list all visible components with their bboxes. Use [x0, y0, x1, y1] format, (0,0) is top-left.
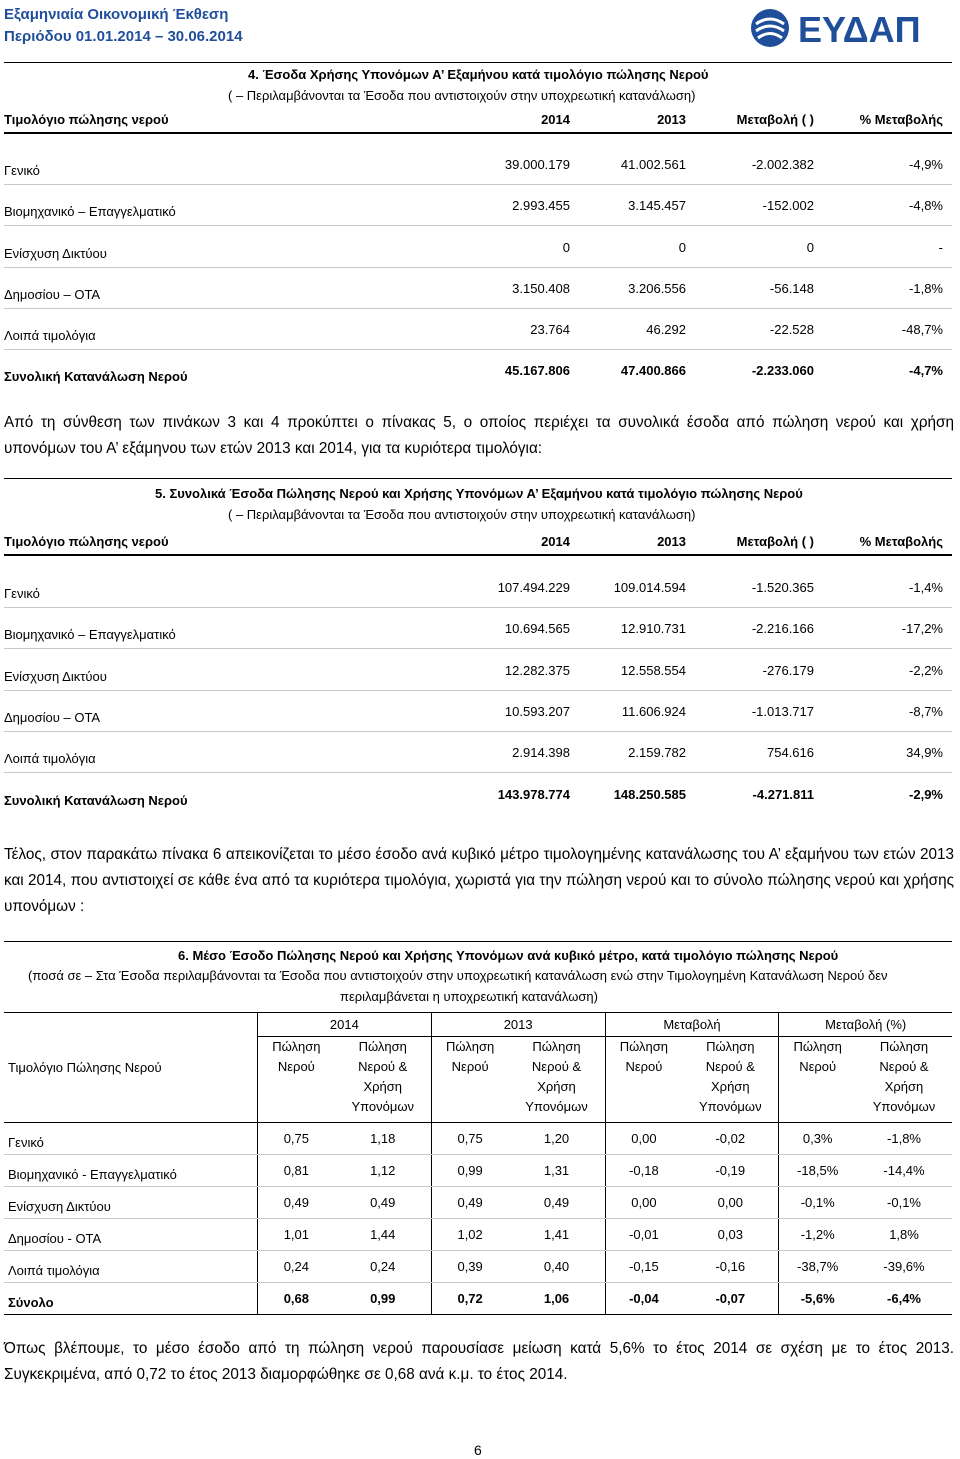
table5-total-cell: 148.250.585: [613, 787, 686, 802]
table6-cell: -0,18: [605, 1155, 682, 1187]
table5-header-tariff: Τιμολόγιο πώλησης νερού: [4, 534, 169, 549]
table6-row: [4, 1187, 952, 1219]
table6-cell: 1,41: [508, 1219, 605, 1251]
table4-cell: Ενίσχυση Δικτύου: [4, 245, 107, 261]
table5-total-cell: -2,9%: [909, 787, 943, 802]
table6-cell: -0,15: [605, 1251, 682, 1283]
table6-cell: -0,16: [682, 1251, 779, 1283]
table4-title: 4. Έσοδα Χρήσης Υπονόμων Α’ Εξαμήνου κατά τιμολόγιο πώλησης Νερού: [248, 67, 709, 82]
table6-row-label: Βιομηχανικό - Επαγγελματικό: [4, 1155, 258, 1187]
table4-total-cell: -2.233.060: [751, 363, 814, 378]
table5-cell: -17,2%: [901, 621, 943, 637]
table5-cell: 12.910.731: [620, 621, 686, 637]
table6: [4, 1012, 952, 1315]
table5-title: 5. Συνολικά Έσοδα Πώλησης Νερού και Χρήσης Υπονόμων Α’ Εξαμήνου κατά τιμολόγιο πώλησης Νερού: [155, 486, 803, 501]
table4-header-change: Μεταβολή ( ): [736, 112, 814, 127]
table5-row-divider: [4, 772, 952, 773]
table5-cell: Γενικό: [4, 586, 40, 601]
table6-cell: -14,4%: [856, 1155, 952, 1187]
table6-sub-water-pct: Πώληση Νερού: [779, 1037, 856, 1123]
table6-sub-water-2013: Πώληση Νερού: [431, 1037, 508, 1123]
table4-cell: -4,9%: [909, 157, 943, 172]
table4-cell: -56.148: [769, 280, 814, 296]
table6-cell: 0,24: [335, 1251, 432, 1283]
table6-cell: 0,40: [508, 1251, 605, 1283]
table6-cell: 1,02: [431, 1219, 508, 1251]
table5-header-rule: [4, 554, 952, 556]
table5-total-cell: Συνολική Κατανάλωση Νερού: [4, 793, 188, 808]
table6-cell: 1,01: [258, 1219, 335, 1251]
table6-cell: 0,24: [258, 1251, 335, 1283]
table4-cell: 46.292: [646, 322, 686, 338]
table6-row-label: Ενίσχυση Δικτύου: [4, 1187, 258, 1219]
table5-cell: 11.606.924: [621, 703, 686, 719]
table6-group-change-pct: Μεταβολή (%): [779, 1013, 952, 1037]
table4-row-divider: [4, 308, 952, 309]
table5-cell: -2,2%: [909, 662, 943, 678]
table4-header-2013: 2013: [657, 112, 686, 127]
table4-cell: Γενικό: [4, 163, 40, 178]
table5-row-divider: [4, 648, 952, 649]
table4-cell: 23.764: [530, 322, 570, 338]
table5-cell: -2.216.166: [751, 621, 814, 637]
table4-header-tariff: Τιμολόγιο πώλησης νερού: [4, 112, 169, 127]
table6-cell: 1,8%: [856, 1219, 952, 1251]
table5-header-2013: 2013: [657, 534, 686, 549]
table6-row: [4, 1251, 952, 1283]
table4-cell: 39.000.179: [504, 157, 570, 172]
table6-cell: -0,04: [605, 1283, 682, 1315]
eydap-logo-icon: [748, 4, 948, 52]
table6-title: 6. Μέσο Έσοδο Πώλησης Νερού και Χρήσης Υπονόμων ανά κυβικό μέτρο, κατά τιμολόγιο πώλησης Νερού: [178, 948, 839, 963]
table4-total-cell: -4,7%: [909, 363, 943, 378]
table6-cell: 0,72: [431, 1283, 508, 1315]
table5-cell: -1.013.717: [751, 703, 814, 719]
table4-cell: 41.002.561: [620, 157, 686, 172]
section-divider-2: [4, 941, 952, 942]
table4-cell: 0: [806, 239, 814, 255]
section-divider-1: [4, 478, 952, 479]
table4-cell: 3.145.457: [628, 198, 686, 214]
table4-cell: Λοιπά τιμολόγια: [4, 328, 96, 344]
table5-cell: Λοιπά τιμολόγια: [4, 751, 96, 767]
table6-cell: 0,00: [605, 1123, 682, 1155]
table5-cell: Βιομηχανικό – Επαγγελματικό: [4, 627, 176, 643]
table5-cell: 34,9%: [906, 745, 943, 761]
table6-cell: 0,03: [682, 1219, 779, 1251]
table6-total-row: [4, 1283, 952, 1315]
table4-cell: -152.002: [762, 198, 814, 214]
table5-total-cell: 143.978.774: [497, 787, 570, 802]
table5-cell: 109.014.594: [613, 580, 686, 595]
table6-cell: 0,3%: [779, 1123, 856, 1155]
table6-row-header: Τιμολόγιο Πώλησης Νερού: [4, 1013, 258, 1123]
report-title: Εξαμηνιαία Οικονομική Έκθεση: [4, 6, 229, 23]
table6-cell: 0,39: [431, 1251, 508, 1283]
table6-cell: 1,18: [335, 1123, 432, 1155]
table4-subtitle: ( – Περιλαμβάνονται τα Έσοδα που αντιστοιχούν στην υποχρεωτική κατανάλωση): [228, 88, 696, 103]
table4-cell: -22.528: [769, 322, 814, 338]
table4-cell: -4,8%: [909, 198, 943, 214]
header-divider: [4, 62, 952, 63]
table5-header-2014: 2014: [541, 534, 570, 549]
table4-cell: -1,8%: [909, 280, 943, 296]
table4-cell: 3.150.408: [512, 280, 570, 296]
table6-cell: -0,1%: [856, 1187, 952, 1219]
table4-cell: 3.206.556: [628, 280, 686, 296]
table6-sub-water-sewer-2013: Πώληση Νερού & Χρήση Υπονόμων: [508, 1037, 605, 1123]
table6-cell: 0,49: [258, 1187, 335, 1219]
table5-cell: -8,7%: [909, 703, 943, 719]
logo-text: ΕΥΔΑΠ: [798, 9, 921, 50]
table5-cell: 107.494.229: [497, 580, 570, 595]
table6-group-2014: 2014: [258, 1013, 432, 1037]
table6-cell: -1,8%: [856, 1123, 952, 1155]
table4-cell: 0: [562, 239, 570, 255]
company-logo: [748, 4, 948, 52]
table6-cell: 1,20: [508, 1123, 605, 1155]
table6-row-label: Δημοσίου - ΟΤΑ: [4, 1219, 258, 1251]
table6-cell: 0,49: [335, 1187, 432, 1219]
table4-header-pct: % Μεταβολής: [859, 112, 943, 127]
table6-cell: 0,00: [605, 1187, 682, 1219]
table5-header-pct: % Μεταβολής: [859, 534, 943, 549]
table5-cell: -1,4%: [909, 580, 943, 595]
table4-header-2014: 2014: [541, 112, 570, 127]
table6-cell: 1,31: [508, 1155, 605, 1187]
table6-cell: 0,68: [258, 1283, 335, 1315]
table6-sub-water-sewer-2014: Πώληση Νερού & Χρήση Υπονόμων: [335, 1037, 432, 1123]
table6-row-label: Γενικό: [4, 1123, 258, 1155]
table5-cell: 754.616: [767, 745, 814, 761]
table5-cell: -276.179: [762, 662, 814, 678]
table6-cell: -0,07: [682, 1283, 779, 1315]
table6-row: [4, 1155, 952, 1187]
table6-cell: 0,99: [431, 1155, 508, 1187]
table5-cell: Δημοσίου – ΟΤΑ: [4, 709, 101, 725]
table5-cell: 2.159.782: [628, 745, 686, 761]
table4-row-divider: [4, 184, 952, 185]
table6-row-label: Λοιπά τιμολόγια: [4, 1251, 258, 1283]
report-period: Περιόδου 01.01.2014 – 30.06.2014: [4, 28, 243, 45]
paragraph-2: Τέλος, στον παρακάτω πίνακα 6 απεικονίζεται το μέσο έσοδο ανά κυβικό μέτρο τιμολογημένης κατανάλωσης του Α’ εξαμήνου των ετών 2013 και 2014, που αντιστοιχεί σε κάθε ένα από τα κυριότερα τιμολόγια, χωριστά για την πώληση νερού και το σύνολο πώλησης νερού και χρήσης υπονόμων :: [4, 846, 954, 915]
table6-cell: 0,81: [258, 1155, 335, 1187]
table4-row-divider: [4, 267, 952, 268]
table6-cell: -0,01: [605, 1219, 682, 1251]
table6-cell: -38,7%: [779, 1251, 856, 1283]
table5-row-divider: [4, 690, 952, 691]
table4-cell: -48,7%: [901, 322, 943, 338]
table6-cell: 0,00: [682, 1187, 779, 1219]
table6-cell: 0,75: [431, 1123, 508, 1155]
table6-group-change: Μεταβολή: [605, 1013, 779, 1037]
table6-group-2013: 2013: [431, 1013, 605, 1037]
table6-sub-water-2014: Πώληση Νερού: [258, 1037, 335, 1123]
table6-cell: -5,6%: [779, 1283, 856, 1315]
table4-row-divider: [4, 349, 952, 350]
table6-cell: 0,99: [335, 1283, 432, 1315]
table6-sub-water-change: Πώληση Νερού: [605, 1037, 682, 1123]
table6-sub-water-sewer-pct: Πώληση Νερού & Χρήση Υπονόμων: [856, 1037, 952, 1123]
table4-total-cell: Συνολική Κατανάλωση Νερού: [4, 369, 188, 384]
page-number: 6: [474, 1442, 482, 1458]
table4-cell: -2.002.382: [751, 157, 814, 172]
table5-cell: -1.520.365: [751, 580, 814, 595]
table6-cell: 1,06: [508, 1283, 605, 1315]
table4-cell: Βιομηχανικό – Επαγγελματικό: [4, 204, 176, 220]
table4-cell: -: [938, 239, 943, 255]
table6-cell: 0,75: [258, 1123, 335, 1155]
table5-header-change: Μεταβολή ( ): [736, 534, 814, 549]
table6-row: [4, 1219, 952, 1251]
table6-cell: -0,19: [682, 1155, 779, 1187]
table4-total-cell: 47.400.866: [620, 363, 686, 378]
table6-subtitle-1: (ποσά σε – Στα Έσοδα περιλαμβάνονται τα Έσοδα που αντιστοιχούν στην υποχρεωτική κατανάλωση ενώ στην Τιμολογημένη Κατανάλωση Νερού δεν: [28, 968, 888, 983]
table4-row-divider: [4, 225, 952, 226]
table5-row-divider: [4, 607, 952, 608]
table6-sub-water-sewer-change: Πώληση Νερού & Χρήση Υπονόμων: [682, 1037, 779, 1123]
table4-total-cell: 45.167.806: [504, 363, 570, 378]
table4-cell: 0: [678, 239, 686, 255]
table6-cell: -1,2%: [779, 1219, 856, 1251]
table6-subtitle-2: περιλαμβάνεται η υποχρεωτική κατανάλωση): [340, 989, 598, 1004]
table5-cell: 12.558.554: [620, 662, 686, 678]
table5-cell: 10.593.207: [504, 703, 570, 719]
table6-cell: 0,49: [508, 1187, 605, 1219]
paragraph-3: Όπως βλέπουμε, το μέσο έσοδο από τη πώληση νερού παρουσίασε μείωση κατά 5,6% το έτος 2014 σε σχέση με το έτος 2013. Συγκεκριμένα, από 0,72 το έτος 2013 διαμορφώθηκε σε 0,68 ανά κ.μ. το έτος 2014.: [4, 1340, 954, 1383]
table5-cell: Ενίσχυση Δικτύου: [4, 668, 107, 684]
table4-cell: 2.993.455: [512, 198, 570, 214]
table6-cell: 1,12: [335, 1155, 432, 1187]
table5-row-divider: [4, 731, 952, 732]
table5-cell: 2.914.398: [512, 745, 570, 761]
table5-total-cell: -4.271.811: [752, 787, 814, 802]
table4-header-rule: [4, 132, 952, 134]
table6-cell: -39,6%: [856, 1251, 952, 1283]
table6-cell: -0,02: [682, 1123, 779, 1155]
table6-cell: -0,1%: [779, 1187, 856, 1219]
table5-cell: 12.282.375: [504, 662, 570, 678]
table5-subtitle: ( – Περιλαμβάνονται τα Έσοδα που αντιστοιχούν στην υποχρεωτική κατανάλωση): [228, 507, 696, 522]
paragraph-1: Από τη σύνθεση των πινάκων 3 και 4 προκύπτει ο πίνακας 5, ο οποίος περιέχει τα συνολικά έσοδα από πώληση νερού και χρήση υπονόμων του Α’ εξάμηνου των ετών 2013 και 2014, για τα κυριότερα τιμολόγια:: [4, 414, 954, 457]
table6-cell: 1,44: [335, 1219, 432, 1251]
table6-row: [4, 1123, 952, 1155]
table5-cell: 10.694.565: [504, 621, 570, 637]
table4-cell: Δημοσίου – ΟΤΑ: [4, 286, 101, 302]
table6-cell: -18,5%: [779, 1155, 856, 1187]
report-header: [4, 4, 243, 48]
table6-cell: -6,4%: [856, 1283, 952, 1315]
table6-row-label: Σύνολο: [4, 1283, 258, 1315]
table6-cell: 0,49: [431, 1187, 508, 1219]
